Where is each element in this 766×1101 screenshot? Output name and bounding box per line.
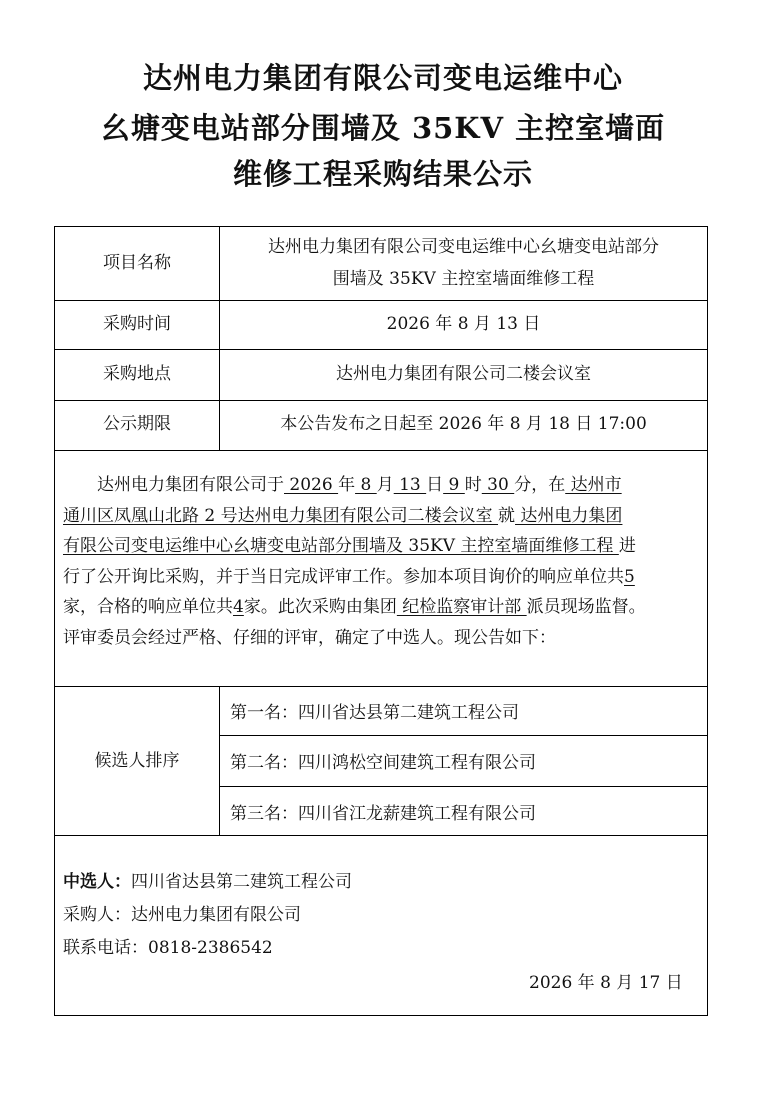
paragraph-line <box>63 501 699 532</box>
table-divider <box>54 835 708 836</box>
text: 年 <box>338 475 356 495</box>
text: 日 <box>426 475 444 495</box>
respondent-count: 5 <box>624 566 635 587</box>
notice-period-label: 公示期限 <box>103 414 171 434</box>
paragraph-line <box>63 470 699 501</box>
text: 月 <box>376 475 394 495</box>
procurement-time-label: 采购时间 <box>103 314 171 334</box>
text: 分，在 <box>514 475 566 495</box>
paragraph-line <box>63 562 699 593</box>
day: 13 <box>393 475 427 495</box>
text: 家，合格的响应单位共 <box>63 597 233 617</box>
table-divider <box>219 735 708 736</box>
buyer-line: 采购人：达州电力集团有限公司 <box>63 905 301 925</box>
text: 家。此次采购由集团 <box>243 597 397 617</box>
qualified-count: 4 <box>233 597 244 617</box>
phone-line: 联系电话：0818-2386542 <box>63 938 273 958</box>
project-name-value-2: 围墙及 35KV 主控室墙面维修工程 <box>332 269 595 289</box>
year: 2026 <box>284 475 339 495</box>
announcement-date: 2026 年 8 月 17 日 <box>529 973 683 993</box>
announcement-paragraph <box>63 470 699 653</box>
procurement-time-value: 2026 年 8 月 13 日 <box>386 314 541 334</box>
table-divider <box>54 400 708 401</box>
table-divider <box>54 349 708 350</box>
text: 派员现场监督。 <box>526 597 646 617</box>
minute: 30 <box>481 475 515 495</box>
text: 达州电力集团有限公司于 <box>97 475 284 495</box>
procurement-place-value: 达州电力集团有限公司二楼会议室 <box>336 364 591 384</box>
month: 8 <box>355 475 377 495</box>
table-divider <box>219 786 708 787</box>
text: 时 <box>464 475 482 495</box>
candidate-first: 第一名：四川省达县第二建筑工程公司 <box>230 703 519 723</box>
winner-label: 中选人： <box>63 872 131 892</box>
title-line-3: 维修工程采购结果公示 <box>232 157 533 191</box>
paragraph-line: 评审委员会经过严格、仔细的评审，确定了中选人。现公告如下： <box>63 627 556 648</box>
title-line-1: 达州电力集团有限公司变电运维中心 <box>142 61 623 95</box>
table-divider <box>54 300 708 301</box>
notice-period-value: 本公告发布之日起至 2026 年 8 月 18 日 17:00 <box>280 414 647 434</box>
project-name-value-1: 达州电力集团有限公司变电运维中心幺塘变电站部分 <box>268 237 659 257</box>
candidate-second: 第二名：四川鸿松空间建筑工程有限公司 <box>230 753 536 773</box>
table-divider <box>54 686 708 687</box>
candidate-third: 第三名：四川省江龙薪建筑工程有限公司 <box>230 804 536 824</box>
supervising-dept: 纪检监察审计部 <box>396 597 527 617</box>
candidate-ranking-label: 候选人排序 <box>94 751 180 771</box>
hour: 9 <box>443 475 465 495</box>
paragraph-line <box>63 592 699 623</box>
place: 通川区凤凰山北路 2 号达州电力集团有限公司二楼会议室 <box>63 505 499 526</box>
table-divider <box>219 686 220 835</box>
paragraph-line <box>63 531 699 562</box>
text: 就 <box>498 505 516 526</box>
project: 有限公司变电运维中心幺塘变电站部分围墙及 35KV 主控室墙面维修工程 <box>63 536 619 556</box>
project-name-label: 项目名称 <box>103 253 171 273</box>
text: 行了公开询比采购，并于当日完成评审工作。参加本项目询价的响应单位共 <box>63 566 624 587</box>
winner-name: 四川省达县第二建筑工程公司 <box>131 872 352 892</box>
place: 达州市 <box>565 475 622 495</box>
table-divider <box>54 450 708 451</box>
text: 进 <box>618 536 636 556</box>
title-line-2: 幺塘变电站部分围墙及 35KV 主控室墙面 <box>100 111 666 145</box>
winner-line <box>63 867 352 892</box>
procurement-place-label: 采购地点 <box>103 364 171 384</box>
project: 达州电力集团 <box>515 505 623 526</box>
